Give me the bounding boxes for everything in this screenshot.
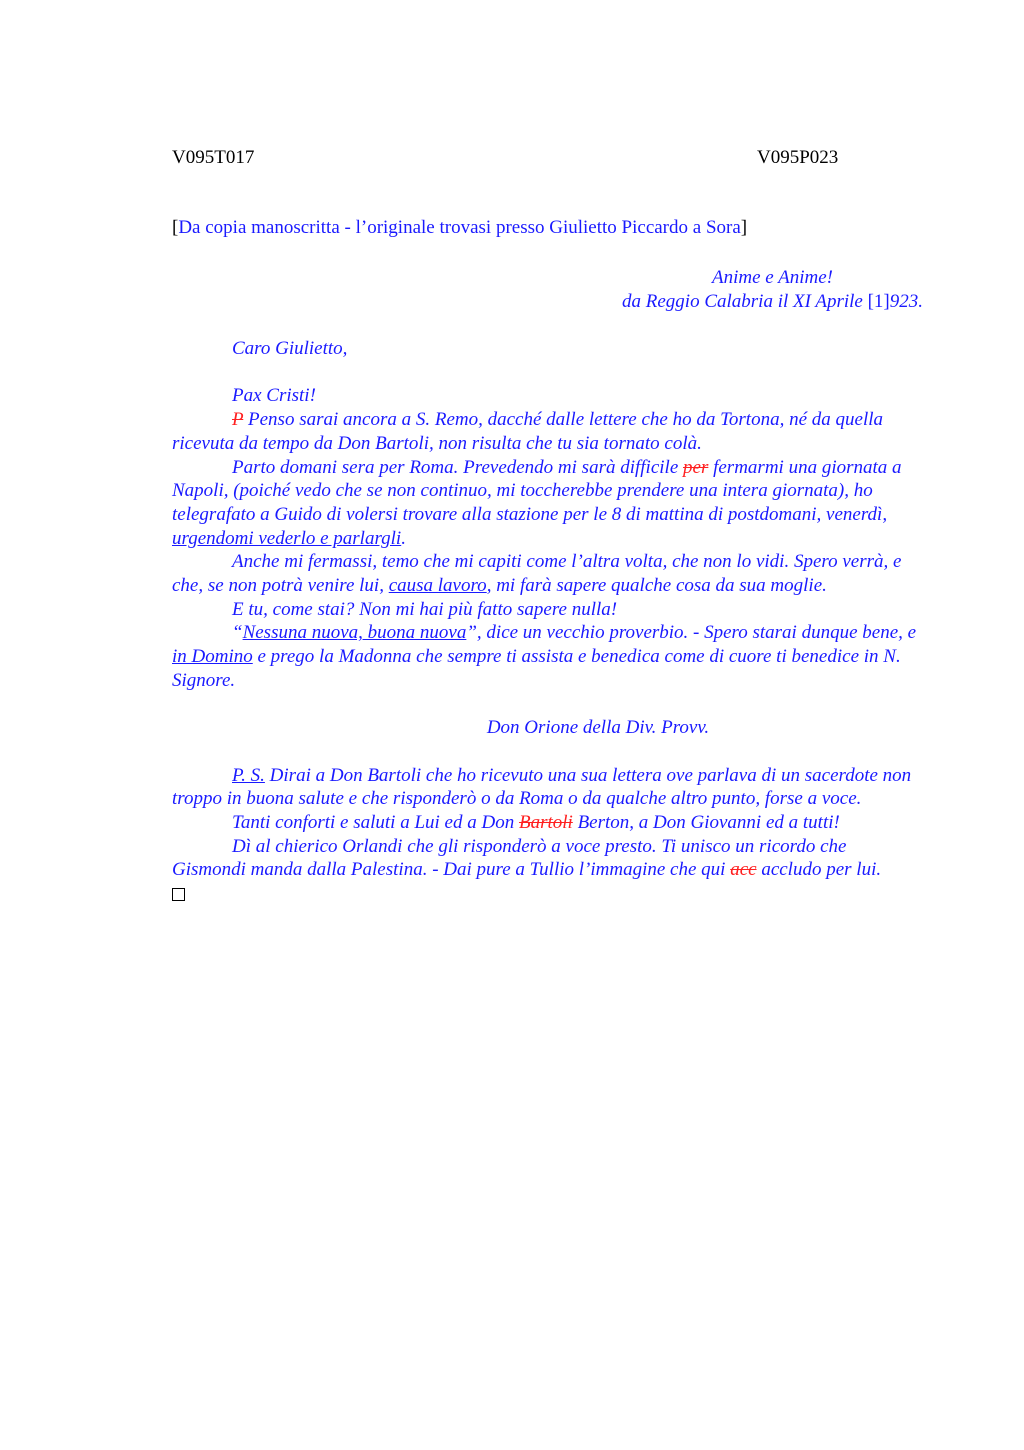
postscript-2: Tanti conforti e saluti a Lui ed a Don Bartoli Berton, a Don Giovanni ed a tutti! [232, 812, 840, 834]
source-bracket-open: [ [172, 217, 179, 238]
paragraph-3: Anche mi fermassi, temo che mi capiti come l’altra volta, che non lo vidi. Spero verrà, e che, se non potrà venire lui, causa lavoro, mi farà sapere qualche cosa da sua moglie. [172, 551, 902, 597]
postscript-3: Dì al chierico Orlandi che gli risponderò a voce presto. Ti unisco un ricordo che Gismondi manda dalla Palestina. - Dai pure a Tullio l’immagine che qui acc accludo per lui. [172, 835, 882, 881]
dateline-year-insert: [1] [867, 291, 890, 312]
strikethrough-text: per [683, 456, 709, 478]
document-code-right: V095P023 [757, 147, 839, 168]
source-note-text: Da copia manoscritta - l’originale trovasi presso Giulietto Piccardo a Sora [178, 217, 741, 238]
underlined-text: Nessuna nuova, buona nuova [242, 622, 467, 644]
dateline-year: 923. [889, 291, 923, 312]
dateline [622, 266, 923, 314]
underlined-text: urgendomi vederlo e parlargli [172, 527, 402, 549]
signature: Don Orione della Div. Provv. [486, 717, 710, 739]
dateline-place-date [622, 290, 923, 314]
document-code-left: V095T017 [172, 147, 255, 168]
end-box-icon [172, 888, 185, 901]
paragraph-5: “Nessuna nuova, buona nuova”, dice un vecchio proverbio. - Spero starai dunque bene, e in Domino e prego la Madonna che sempre ti assista e benedica come di cuore ti benedice in N. Signore. [172, 622, 917, 691]
source-bracket-close: ] [740, 217, 748, 238]
paragraph-4: E tu, come stai? Non mi hai più fatto sapere nulla! [232, 598, 618, 620]
source-note [172, 217, 747, 239]
strikethrough-text: acc [730, 859, 757, 881]
paragraph-1: P Penso sarai ancora a S. Remo, dacché dalle lettere che ho da Tortona, né da quella ricevuta da tempo da Don Bartoli, non risulta che tu sia tornato colà. [172, 409, 884, 454]
underlined-text: causa lavoro [388, 575, 487, 597]
greeting: Pax Cristi! [232, 385, 316, 407]
paragraph-2: Parto domani sera per Roma. Prevedendo mi sarà difficile per fermarmi una giornata a Napoli, (poiché vedo che se non continuo, mi toccherebbe prendere una intera giornata), ho telegrafato a Guido di volersi trovare alla stazione per le 8 di mattina di postdomani, venerdì, urgendomi vederlo e parlargli. [172, 456, 902, 549]
dateline-place: da Reggio Calabria il XI Aprile [622, 291, 868, 312]
postscript-1: P. S. Dirai a Don Bartoli che ho ricevuto una sua lettera ove parlava di un sacerdote non troppo in buona salute e che risponderò o da Roma o da qualche altro punto, forse a voce. [172, 764, 912, 810]
strikethrough-text: P [232, 409, 244, 431]
dateline-motto: Anime e Anime! [712, 267, 833, 288]
salutation: Caro Giulietto, [232, 338, 348, 359]
strikethrough-text: Bartoli [518, 812, 573, 834]
underlined-text: in Domino [172, 646, 253, 668]
letter-body [172, 337, 924, 908]
ps-label: P. S. [232, 764, 265, 786]
end-mark [172, 882, 924, 908]
